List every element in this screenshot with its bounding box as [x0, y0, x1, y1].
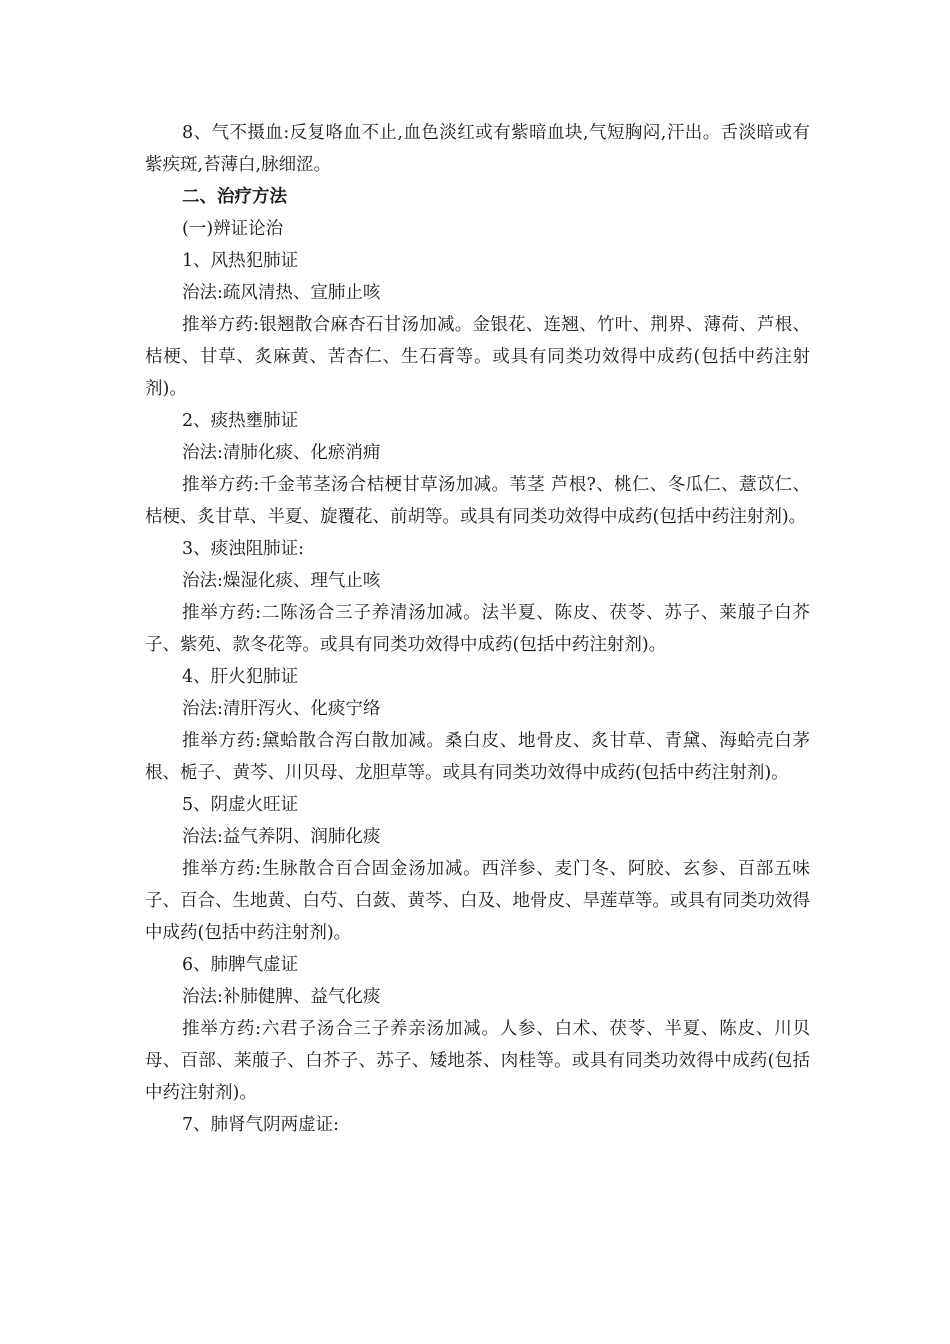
prescription-3: 推举方药:二陈汤合三子养清汤加减。法半夏、陈皮、茯苓、苏子、莱菔子白芥子、紫苑、款冬花等。或具有同类功效得中成药(包括中药注射剂)。 [145, 603, 810, 655]
syndrome-title-4: 4、肝火犯肺证 [182, 667, 299, 687]
document-page [145, 117, 810, 1141]
treatment-method-4: 治法:清肝泻火、化痰宁络 [182, 699, 381, 719]
syndrome-title-5: 5、阴虚火旺证 [182, 795, 299, 815]
subsection-heading: (一)辨证论治 [182, 219, 284, 239]
treatment-method-6: 治法:补肺健脾、益气化痰 [182, 987, 381, 1007]
prescription-5: 推举方药:生脉散合百合固金汤加减。西洋参、麦门冬、阿胶、玄参、百部五味子、百合、生地黄、白芍、白蔹、黄芩、白及、地骨皮、旱莲草等。或具有同类功效得中成药(包括中药注射剂)。 [145, 859, 810, 943]
prescription-1: 推举方药:银翘散合麻杏石甘汤加减。金银花、连翘、竹叶、荆界、薄荷、芦根、桔梗、甘草、炙麻黄、苦杏仁、生石膏等。或具有同类功效得中成药(包括中药注射剂)。 [145, 315, 810, 399]
syndrome-title-6: 6、肺脾气虚证 [182, 955, 299, 975]
treatment-method-2: 治法:清肺化痰、化瘀消痈 [182, 443, 381, 463]
treatment-method-5: 治法:益气养阴、润肺化痰 [182, 827, 381, 847]
syndrome-title-1: 1、风热犯肺证 [182, 251, 299, 271]
paragraph-symptom-8: 8、气不摄血:反复咯血不止,血色淡红或有紫暗血块,气短胸闷,汗出。舌淡暗或有紫疾斑,苔薄白,脉细涩。 [145, 123, 810, 175]
section-heading-treatment: 二、治疗方法 [182, 187, 287, 207]
syndrome-title-3: 3、痰浊阻肺证: [182, 539, 305, 559]
prescription-2: 推举方药:千金苇茎汤合桔梗甘草汤加减。苇茎 芦根?、桃仁、冬瓜仁、薏苡仁、桔梗、炙甘草、半夏、旋覆花、前胡等。或具有同类功效得中成药(包括中药注射剂)。 [145, 475, 810, 527]
prescription-6: 推举方药:六君子汤合三子养亲汤加减。人参、白术、茯苓、半夏、陈皮、川贝母、百部、莱菔子、白芥子、苏子、矮地茶、肉桂等。或具有同类功效得中成药(包括中药注射剂)。 [145, 1019, 810, 1103]
treatment-method-3: 治法:燥湿化痰、理气止咳 [182, 571, 381, 591]
syndrome-title-7: 7、肺肾气阴两虚证: [182, 1115, 340, 1135]
treatment-method-1: 治法:疏风清热、宣肺止咳 [182, 283, 381, 303]
syndrome-title-2: 2、痰热壅肺证 [182, 411, 299, 431]
prescription-4: 推举方药:黛蛤散合泻白散加减。桑白皮、地骨皮、炙甘草、青黛、海蛤壳白茅根、栀子、黄芩、川贝母、龙胆草等。或具有同类功效得中成药(包括中药注射剂)。 [145, 731, 810, 783]
